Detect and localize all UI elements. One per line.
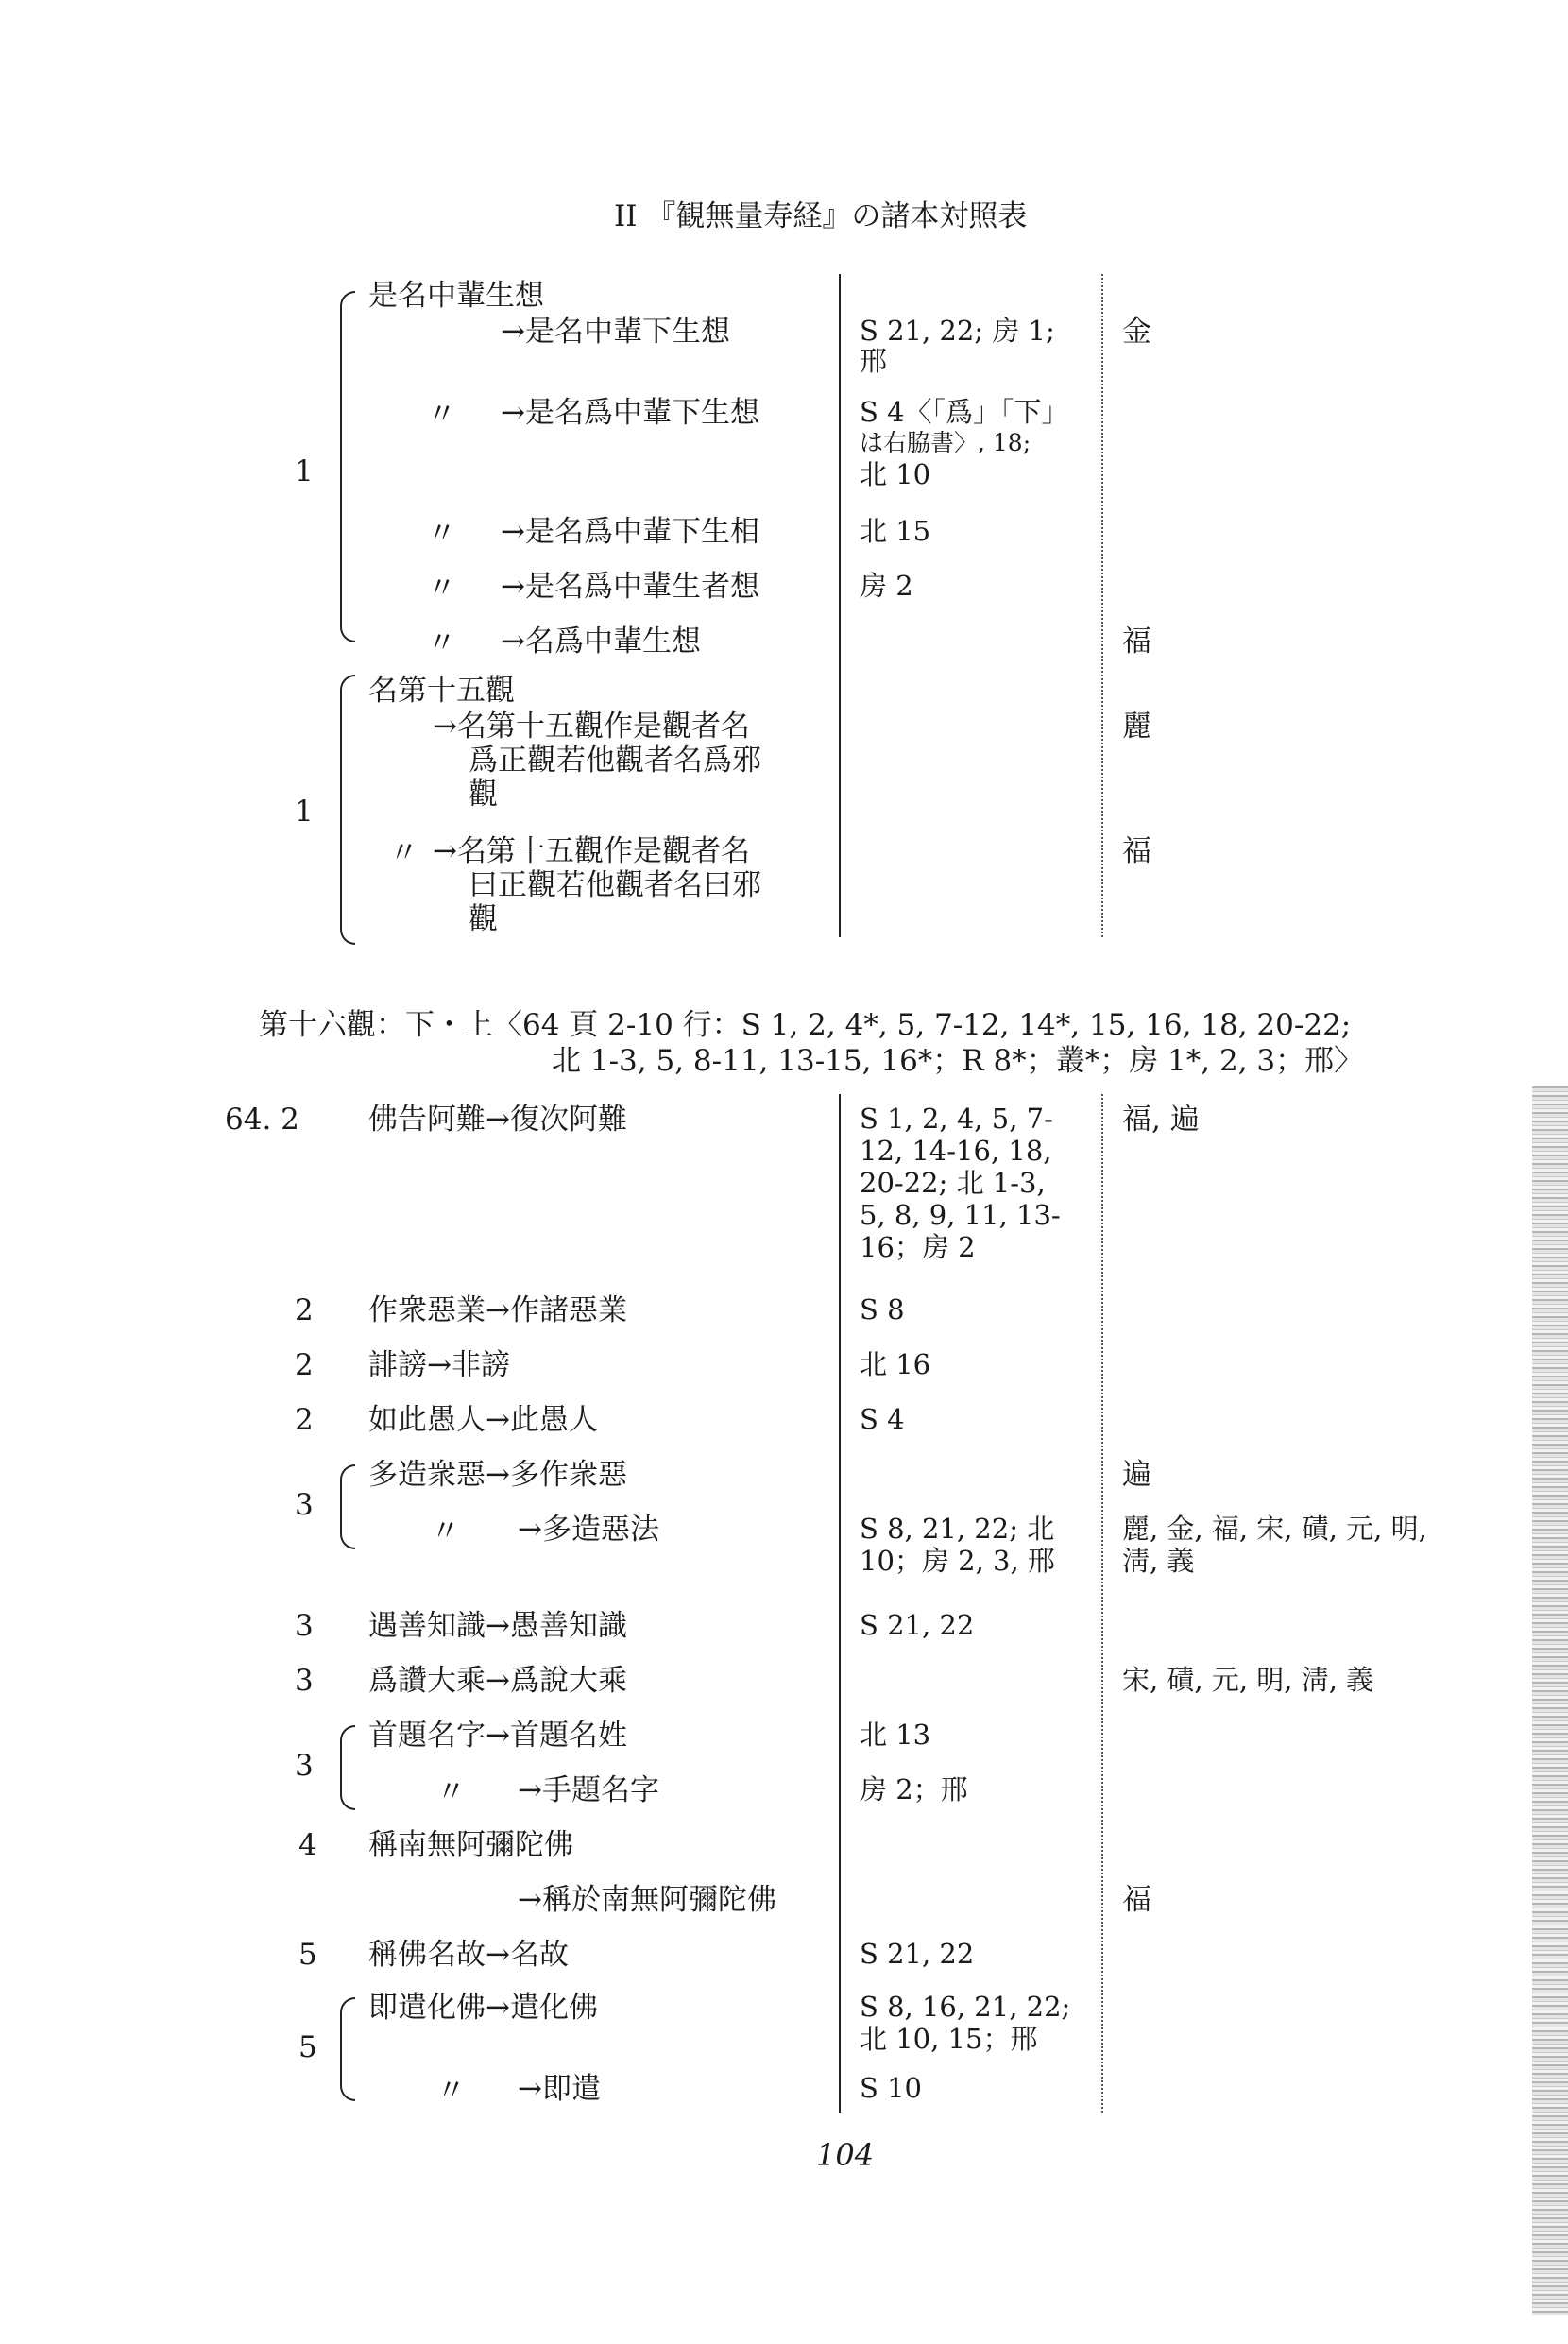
- edition-text: 麗, 金, 福, 宋, 磧, 元, 明,: [1122, 1513, 1427, 1545]
- variant-text: 即遣化佛→遣化佛: [368, 1991, 598, 2025]
- source-line: 16；房 2: [860, 1231, 976, 1263]
- variant-text: →名第十五觀作是觀者名: [433, 710, 750, 744]
- source-line: 北 10, 15；邢: [860, 2023, 1038, 2055]
- source-line: S 21, 22: [860, 1609, 975, 1641]
- source-line: 5, 8, 9, 11, 13-: [860, 1199, 1061, 1231]
- ditto-mark: 〃: [389, 836, 418, 870]
- source-line: 北 10: [860, 458, 931, 490]
- variant-text: →名第十五觀作是觀者名: [433, 834, 750, 868]
- source-line: 北 13: [860, 1719, 931, 1751]
- variant-text: →稱於南無阿彌陀佛: [518, 1883, 776, 1917]
- line-ref: 3: [295, 1749, 314, 1783]
- variant-text: 佛告阿難→復次阿難: [368, 1103, 627, 1137]
- group-brace: [340, 1725, 355, 1810]
- group-brace: [340, 291, 355, 642]
- source-line: は右脇書〉, 18;: [860, 429, 1031, 456]
- edition-text: 金: [1122, 315, 1151, 349]
- ditto-mark: 〃: [436, 1775, 466, 1809]
- ditto-mark: 〃: [427, 517, 456, 551]
- source-line: S 10: [860, 2072, 922, 2104]
- ditto-mark: 〃: [431, 1514, 460, 1548]
- group-brace: [340, 1997, 355, 2101]
- source-line: 邢: [860, 345, 888, 377]
- ditto-mark: 〃: [427, 398, 456, 432]
- section-title-cont: 北 1-3, 5, 8-11, 13-15, 16*；R 8*；叢*；房 1*, 2, 3；邢〉: [552, 1044, 1364, 1078]
- line-ref: 2: [295, 1293, 314, 1327]
- column-rule-sources: [839, 274, 841, 937]
- source-line: 北 16: [860, 1348, 931, 1380]
- variant-text: →是名爲中輩生者想: [501, 570, 759, 604]
- variant-text: 曰正觀若他觀者名曰邪: [469, 868, 761, 902]
- source-line: 北 15: [860, 515, 931, 547]
- variant-text: 遇善知識→愚善知識: [368, 1609, 627, 1643]
- edition-text: 福, 遍: [1122, 1103, 1200, 1137]
- line-ref: 2: [295, 1403, 314, 1437]
- ditto-mark: 〃: [427, 572, 456, 606]
- source-line: 10；房 2, 3, 邢: [860, 1545, 1055, 1577]
- page-number: 104: [816, 2137, 875, 2173]
- variant-text: 誹謗→非謗: [368, 1348, 510, 1382]
- variant-text: 稱南無阿彌陀佛: [368, 1828, 573, 1862]
- line-ref: 3: [295, 1609, 314, 1643]
- variant-text: 首題名字→首題名姓: [368, 1719, 627, 1753]
- edition-text: 遍: [1122, 1458, 1151, 1492]
- line-ref: 5: [298, 2030, 317, 2064]
- source-line: S 8: [860, 1293, 905, 1326]
- running-header: II 『観無量寿経』の諸本対照表: [614, 199, 1028, 233]
- source-line: 房 2: [860, 570, 913, 602]
- variant-text: 爲正觀若他觀者名爲邪: [469, 744, 761, 778]
- line-ref: 64. 2: [225, 1103, 299, 1137]
- edition-text: 宋, 磧, 元, 明, 淸, 義: [1122, 1664, 1374, 1696]
- variant-text: 稱佛名故→名故: [368, 1938, 569, 1972]
- group-number: 1: [295, 795, 314, 829]
- edition-text: 淸, 義: [1122, 1545, 1195, 1577]
- variant-text: 爲讚大乘→爲說大乘: [368, 1664, 627, 1698]
- source-line: S 4〈「爲」「下」: [860, 396, 1069, 428]
- section-title: 第十六觀：下・上〈64 頁 2-10 行：S 1, 2, 4*, 5, 7-12, 14*, 15, 16, 18, 20-22;: [259, 1008, 1352, 1042]
- variant-text: →即遣: [518, 2072, 601, 2106]
- group-number: 1: [295, 454, 314, 488]
- source-line: S 4: [860, 1403, 905, 1435]
- variant-text: 觀: [469, 778, 498, 812]
- line-ref: 4: [298, 1828, 317, 1862]
- group-brace: [340, 675, 355, 945]
- line-ref: 3: [295, 1488, 314, 1522]
- variant-text: →名爲中輩生想: [501, 624, 701, 659]
- source-line: S 8, 16, 21, 22;: [860, 1991, 1071, 2023]
- column-rule-editions: [1101, 1094, 1103, 2113]
- source-line: 20-22; 北 1-3,: [860, 1167, 1046, 1199]
- variant-text: 多造衆惡→多作衆惡: [368, 1458, 627, 1492]
- variant-text: 觀: [469, 902, 498, 936]
- source-line: 12, 14-16, 18,: [860, 1135, 1052, 1167]
- scan-edge-shadow: [1532, 1086, 1568, 2315]
- variant-text: →是名中輩下生想: [501, 315, 730, 349]
- variant-text: →手題名字: [518, 1773, 659, 1807]
- source-line: S 21, 22: [860, 1938, 975, 1970]
- variant-text: →是名爲中輩下生相: [501, 515, 759, 549]
- line-ref: 3: [295, 1664, 314, 1698]
- variant-text: 如此愚人→此愚人: [368, 1403, 598, 1437]
- edition-text: 福: [1122, 834, 1151, 868]
- edition-text: 麗: [1122, 710, 1151, 744]
- entry-head: 名第十五觀: [368, 674, 515, 708]
- source-line: S 1, 2, 4, 5, 7-: [860, 1103, 1053, 1135]
- edition-text: 福: [1122, 624, 1151, 659]
- source-line: 房 2；邢: [860, 1773, 968, 1805]
- variant-text: →是名爲中輩下生想: [501, 396, 759, 430]
- variant-text: →多造惡法: [518, 1513, 659, 1547]
- edition-text: 福: [1122, 1883, 1151, 1917]
- variant-text: 作衆惡業→作諸惡業: [368, 1293, 627, 1327]
- entry-head: 是名中輩生想: [368, 279, 544, 313]
- group-brace: [340, 1464, 355, 1549]
- ditto-mark: 〃: [427, 626, 456, 660]
- column-rule-editions: [1101, 274, 1103, 937]
- line-ref: 2: [295, 1348, 314, 1382]
- column-rule-sources: [839, 1094, 841, 2113]
- ditto-mark: 〃: [436, 2074, 466, 2108]
- line-ref: 5: [298, 1938, 317, 1972]
- source-line: S 8, 21, 22; 北: [860, 1513, 1055, 1545]
- source-line: S 21, 22; 房 1;: [860, 315, 1055, 347]
